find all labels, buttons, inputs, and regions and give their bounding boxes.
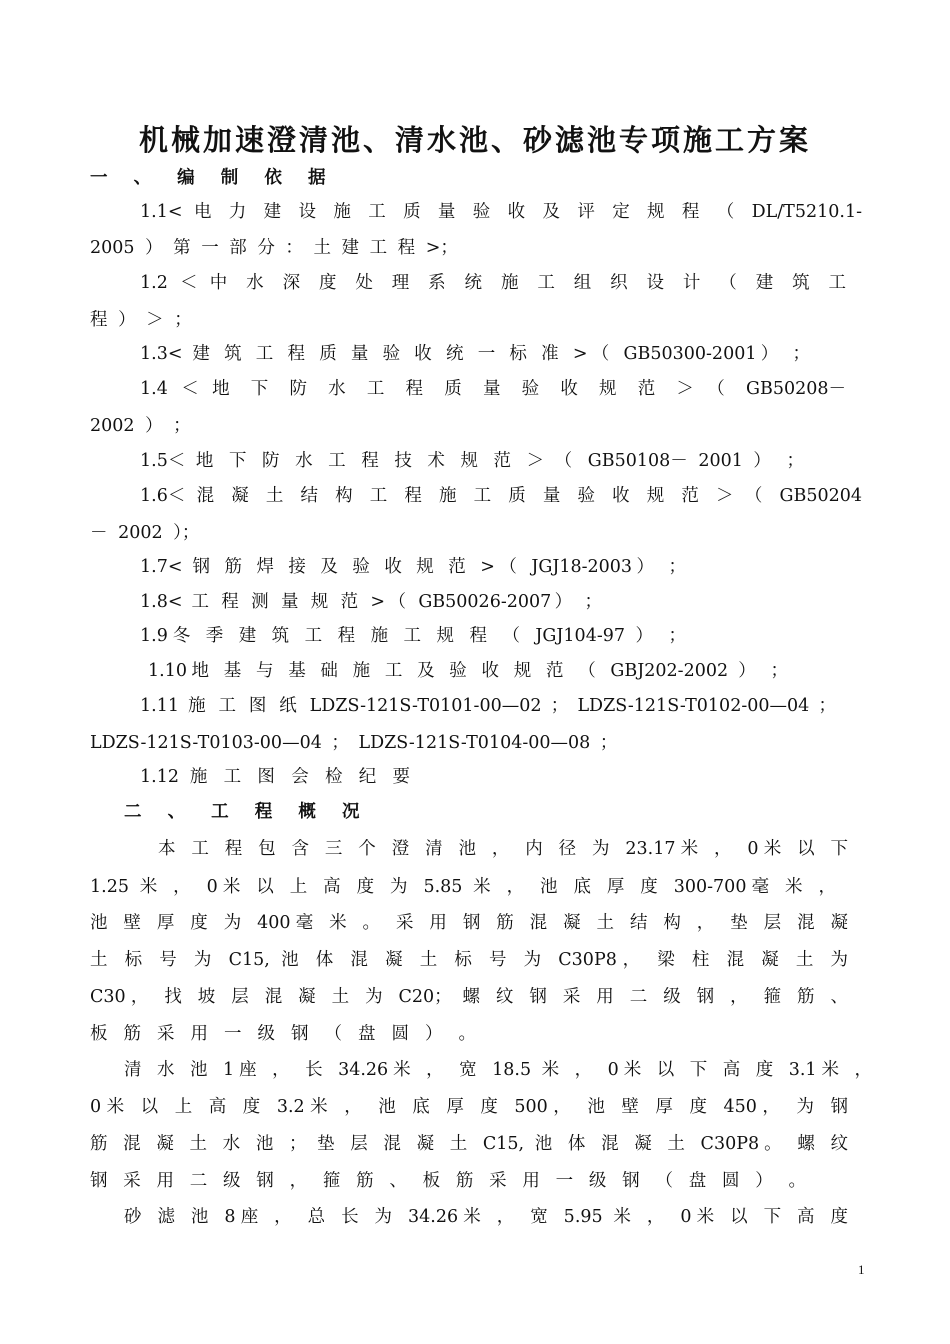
text-line: 筋 混 凝 土 水 池 ； 垫 层 混 凝 土 C15, 池 体 混 凝 土 C30P8。 螺 纹 — [90, 1134, 848, 1154]
text-line: 1.5＜ 地 下 防 水 工 程 技 术 规 范 ＞ （ GB50108－ 2001 ） ； — [140, 451, 804, 471]
text-line: 2005 ） 第 一 部 分 ： 土 建 工 程 >； — [90, 238, 458, 258]
section-heading-overview: 二 、 工 程 概 况 — [124, 802, 370, 822]
text-line: 板 筋 采 用 一 级 钢 （ 盘 圆 ） 。 — [90, 1024, 476, 1044]
text-line: 1.25 米 ， 0米 以 上 高 度 为 5.85 米 ， 池 底 厚 度 300-700毫 米 ， — [90, 877, 836, 897]
text-line: 1.2 ＜ 中 水 深 度 处 理 系 统 施 工 组 织 设 计 （ 建 筑 工 — [140, 273, 846, 293]
section-heading-basis: 一 、 编 制 依 据 — [90, 168, 336, 188]
text-line: 1.10地 基 与 基 础 施 工 及 验 收 规 范 （ GBJ202-2002 ） ； — [148, 661, 788, 681]
text-line: 1.7< 钢 筋 焊 接 及 验 收 规 范 >（ JGJ18-2003） ； — [140, 557, 686, 577]
text-line: 1.4 ＜ 地 下 防 水 工 程 质 量 验 收 规 范 ＞ （ GB50208－ — [140, 379, 846, 399]
text-line: 1.3< 建 筑 工 程 质 量 验 收 统 一 标 准 >（ GB50300-2001） ； — [140, 344, 810, 364]
document-title: 机械加速澄清池、清水池、砂滤池专项施工方案 — [138, 123, 811, 157]
text-line: 1.9冬 季 建 筑 工 程 施 工 规 程 （ JGJ104-97 ） ； — [140, 626, 686, 646]
page-number: 1 — [858, 1262, 865, 1277]
text-line: 本 工 程 包 含 三 个 澄 清 池 ， 内 径 为 23.17米 ， 0米 以 下 — [158, 839, 848, 859]
text-line: 砂 滤 池 8座 ， 总 长 为 34.26米 ， 宽 5.95 米 ， 0米 以 下 高 度 — [124, 1207, 848, 1227]
text-line: 0米 以 上 高 度 3.2米 ， 池 底 厚 度 500， 池 壁 厚 度 450， 为 钢 — [90, 1097, 848, 1117]
text-line: C30， 找 坡 层 混 凝 土 为 C20； 螺 纹 钢 采 用 二 级 钢 ， 箍 筋 、 — [90, 987, 848, 1007]
text-line: LDZS-121S-T0103-00—04 ； LDZS-121S-T0104-00—08 ； — [90, 733, 618, 753]
text-line: 2002 ） ； — [90, 416, 191, 436]
text-line: 1.1< 电 力 建 设 施 工 质 量 验 收 及 评 定 规 程 （ DL/T5210.1- — [140, 202, 862, 222]
text-line: 1.6＜ 混 凝 土 结 构 工 程 施 工 质 量 验 收 规 范 ＞ （ GB50204 — [140, 486, 862, 506]
text-line: 清 水 池 1座 ， 长 34.26米 ， 宽 18.5 米 ， 0米 以 下 高 度 3.1米 ， — [124, 1060, 872, 1080]
text-line: 1.11 施 工 图 纸 LDZS-121S-T0101-00—02 ； LDZS-121S-T0102-00—04 ； — [140, 696, 836, 716]
text-line: 程 ） ＞ ； — [90, 310, 192, 330]
text-line: 1.12 施 工 图 会 检 纪 要 — [140, 767, 410, 787]
text-line: 池 壁 厚 度 为 400毫 米 。 采 用 钢 筋 混 凝 土 结 构 ， 垫 层 混 凝 — [90, 913, 848, 933]
text-line: 1.8< 工 程 测 量 规 范 >（ GB50026-2007） ； — [140, 592, 602, 612]
text-line: 土 标 号 为 C15, 池 体 混 凝 土 标 号 为 C30P8， 梁 柱 混 凝 土 为 — [90, 950, 848, 970]
text-line: 钢 采 用 二 级 钢 ， 箍 筋 、 板 筋 采 用 一 级 钢 （ 盘 圆 ） 。 — [90, 1171, 806, 1191]
text-line: － 2002 ）； — [90, 523, 200, 543]
